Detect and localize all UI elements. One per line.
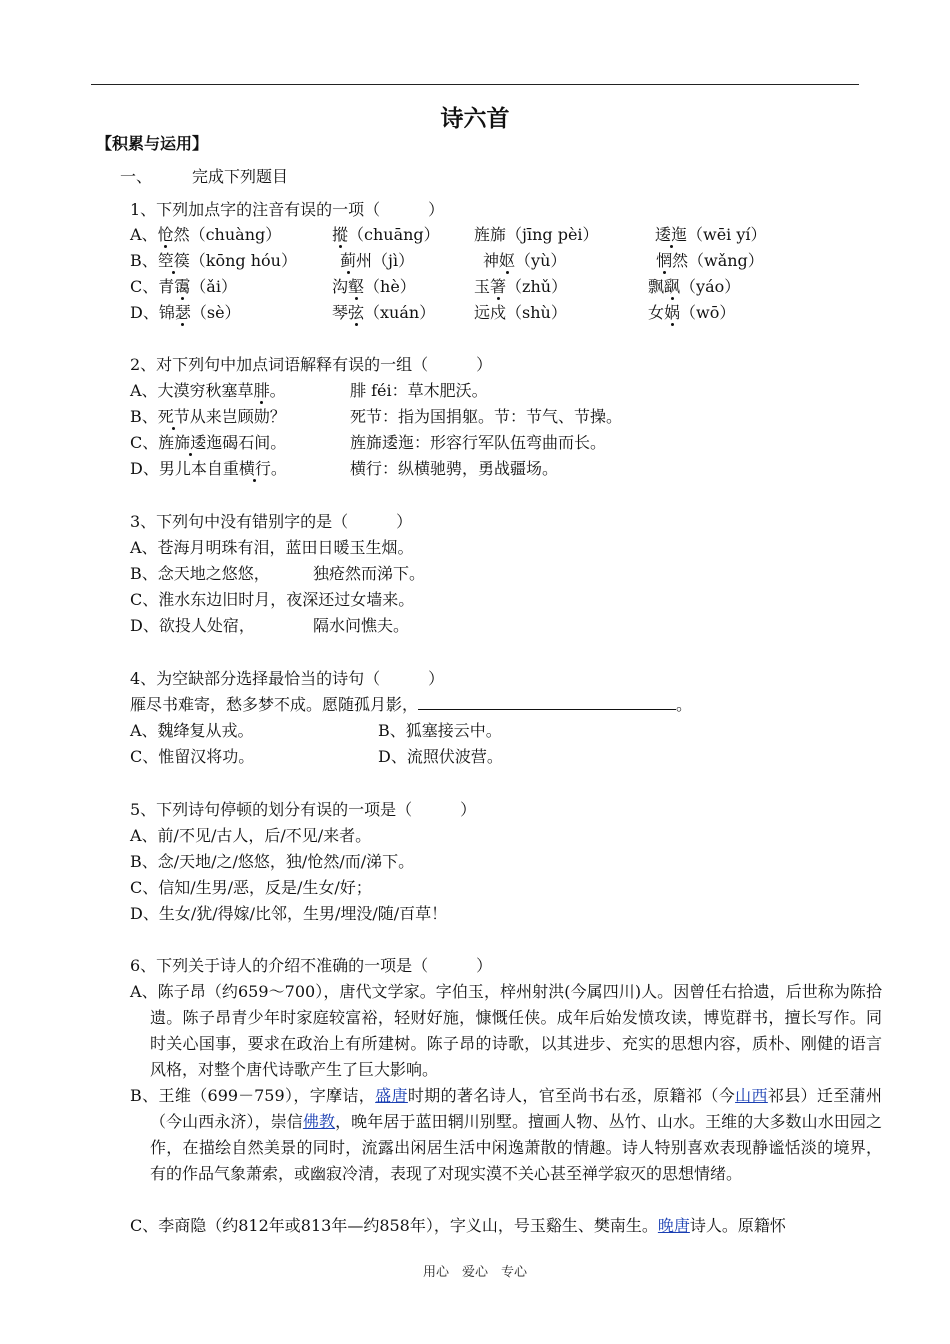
- q1-option-a: A、怆然（chuàng）: [130, 225, 282, 244]
- q3-option-c: C、淮水东边旧时月，夜深还过女墙来。: [130, 590, 415, 609]
- q4-option-d: D、流照伏波营。: [378, 747, 503, 766]
- q2-option-c: C、旌旆逶迤碣石间。: [130, 433, 287, 452]
- q5-option-d: D、生女/犹/得嫁/比邻，生男/埋没/随/百草！: [130, 904, 448, 923]
- link-wantang[interactable]: 晚唐: [657, 1216, 690, 1235]
- q1-option-d-2: 琴弦（xuán）: [332, 303, 436, 322]
- q2-option-b-note: 死节：指为国捐躯。节：节气、节操。: [350, 407, 623, 426]
- answer-blank[interactable]: [418, 693, 676, 710]
- q2-stem: 2、对下列句中加点词语解释有误的一组（ ）: [130, 355, 493, 374]
- q2-option-a: A、大漠穷秋塞草腓。: [130, 381, 286, 400]
- q6-option-c: C、李商隐（约812年或813年—约858年），字义山，号玉谿生、樊南生。晚唐诗人。原籍怀: [130, 1216, 786, 1235]
- q3-option-a: A、苍海月明珠有泪，蓝田日暖玉生烟。: [130, 538, 414, 557]
- q6-option-a: A、陈子昂（约659～700），唐代文学家。字伯玉，梓州射洪(今属四川)人。因曾任右拾遗，后世称为陈拾遗。陈子昂青少年时家庭较富裕，轻财好施，慷慨任侠。成年后始发愤攻读，博览群书，擅长写作。同时关心国事，要求在政治上有所建树。陈子昂的诗歌，以其进步、充实的思想内容，质朴、刚健的语言风格，对整个唐代诗歌产生了巨大影响。: [130, 982, 882, 1079]
- q5-option-c: C、信知/生男/恶，反是/生女/好；: [130, 878, 372, 897]
- q4-option-a: A、魏绛复从戎。: [130, 721, 254, 740]
- q1-option-c-3: 玉箸（zhǔ）: [474, 277, 568, 296]
- header-rule: [91, 84, 859, 85]
- q3-stem: 3、下列句中没有错别字的是（ ）: [130, 512, 413, 531]
- q3-option-b-2: 独疮然而涕下。: [313, 564, 426, 583]
- q1-option-c-4: 飘飖（yáo）: [648, 277, 741, 296]
- q1-option-a-3: 旌旆（jīng pèi）: [474, 225, 599, 244]
- part-number: 一、: [120, 167, 153, 186]
- q6-stem: 6、下列关于诗人的介绍不准确的一项是（ ）: [130, 956, 493, 975]
- q5-option-a: A、前/不见/古人，后/不见/来者。: [130, 826, 372, 845]
- q1-option-d-3: 远戍（shù）: [474, 303, 567, 322]
- q3-option-b: B、念天地之悠悠，: [130, 564, 270, 583]
- q4-option-c: C、惟留汉将功。: [130, 747, 255, 766]
- q1-option-b-2: 蓟州（jì）: [340, 251, 415, 270]
- q2-option-d-note: 横行：纵横驰骋，勇战疆场。: [350, 459, 559, 478]
- q1-option-d-4: 女娲（wō）: [648, 303, 736, 322]
- q2-option-b: B、死节从来岂顾勋？: [130, 407, 286, 426]
- q2-option-c-note: 旌旆逶迤：形容行军队伍弯曲而长。: [350, 433, 607, 452]
- part-text: 完成下列题目: [192, 167, 289, 186]
- q4-option-b: B、狐塞接云中。: [378, 721, 502, 740]
- q4-stem: 4、为空缺部分选择最恰当的诗句（ ）: [130, 669, 445, 688]
- q3-option-d: D、欲投人处宿，: [130, 616, 255, 635]
- link-fojiao[interactable]: 佛教: [302, 1112, 336, 1131]
- q6-option-b: B、王维（699－759），字摩诘，盛唐时期的著名诗人，官至尚书右丞，原籍祁（今山西祁县）迁至蒲州（今山西永济），崇信佛教，晚年居于蓝田辋川别墅。擅画人物、丛竹、山水。王维的大多数山水田园之作，在描绘自然美景的同时，流露出闲居生活中闲逸萧散的情趣。诗人特别喜欢表现静谧恬淡的境界，有的作品气象萧索，或幽寂冷清，表现了对现实漠不关心甚至禅学寂灭的思想情绪。: [130, 1086, 882, 1183]
- q1-option-d: D、锦瑟（sè）: [130, 303, 241, 322]
- q5-stem: 5、下列诗句停顿的划分有误的一项是（ ）: [130, 800, 477, 819]
- q2-option-a-note: 腓 féi：草木肥沃。: [350, 381, 488, 400]
- q3-option-d-2: 隔水问憔夫。: [313, 616, 410, 635]
- section-heading: 【积累与运用】: [96, 134, 209, 153]
- q1-option-a-2: 摐（chuāng）: [332, 225, 440, 244]
- page-title: 诗六首: [440, 106, 510, 132]
- page-footer: 用心 爱心 专心: [422, 1265, 527, 1280]
- q1-option-b-3: 神妪（yù）: [483, 251, 567, 270]
- q1-option-c: C、青霭（ǎi）: [130, 277, 237, 296]
- q4-line: 雁尽书难寄，愁多梦不成。愿随孤月影， 。: [130, 695, 693, 714]
- q2-option-d: D、男儿本自重横行。: [130, 459, 287, 478]
- q1-stem: 1、下列加点字的注音有误的一项（ ）: [130, 200, 445, 219]
- link-shengtang[interactable]: 盛唐: [375, 1086, 408, 1105]
- q5-option-b: B、念/天地/之/悠悠，独/怆然/而/涕下。: [130, 852, 415, 871]
- link-shanxi[interactable]: 山西: [735, 1086, 768, 1105]
- q1-option-b-4: 惘然（wǎng）: [656, 251, 764, 270]
- q1-option-a-4: 逶迤（wēi yí）: [655, 225, 767, 244]
- q1-option-b: B、箜篌（kōng hóu）: [130, 251, 297, 270]
- part-heading: [120, 164, 288, 187]
- q1-option-c-2: 沟壑（hè）: [332, 277, 416, 296]
